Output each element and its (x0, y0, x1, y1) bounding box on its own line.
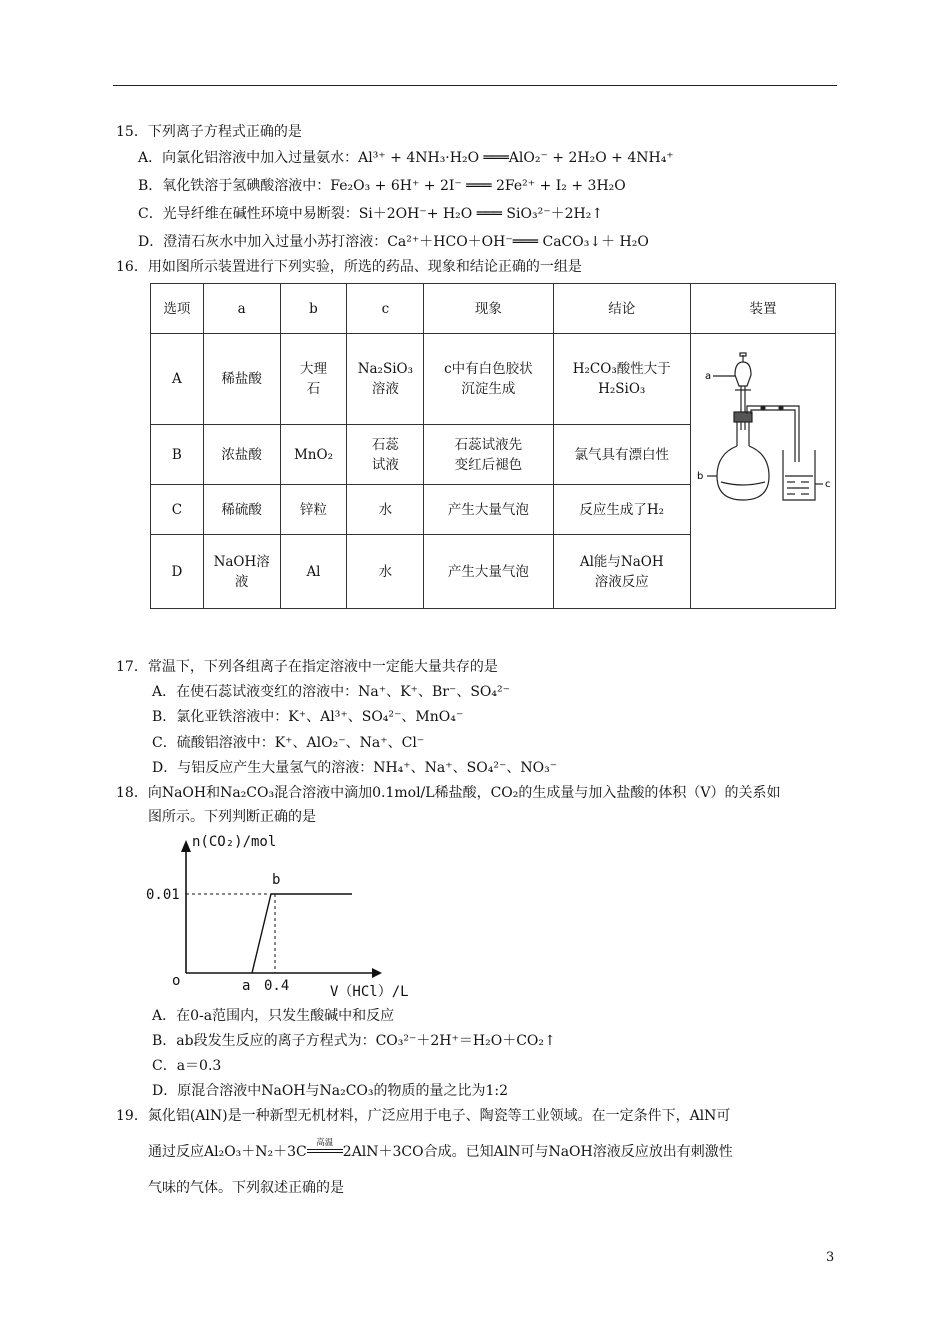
row-b-reagent-c: 石蕊 试液 (347, 425, 424, 485)
apparatus-cell (690, 334, 835, 609)
q18-option-a: A．在0-a范围内，只发生酸碱中和反应 (152, 1008, 395, 1024)
ab-segment (252, 894, 271, 973)
apparatus-label-c: c (824, 479, 831, 490)
row-b-conclusion: 氯气具有漂白性 (553, 425, 690, 485)
graph-ylabel: n(CO₂)/mol (192, 834, 277, 850)
q15-option-c: C．光导纤维在碱性环境中易断裂：Si＋2OH⁻+ H₂O ═══ SiO₃²⁻＋2H₂↑ (138, 206, 604, 222)
row-c-option: C (151, 485, 204, 535)
graph-y-tick: 0.01 (146, 887, 180, 903)
q19-line2-part2: 2AlN＋3CO合成。已知AlN可与NaOH溶液反应放出有刺激性 (342, 1144, 733, 1160)
graph-point-b: b (272, 872, 281, 888)
row-d-reagent-a: NaOH溶 液 (203, 535, 280, 609)
q18-option-b: B．ab段发生反应的离子方程式为：CO₃²⁻＋2H⁺＝H₂O＋CO₂↑ (152, 1033, 556, 1049)
q16-stem: 16．用如图所示装置进行下列实验，所选的药品、现象和结论正确的一组是 (116, 259, 582, 275)
row-a-conclusion: H₂CO₃酸性大于 H₂SiO₃ (553, 334, 690, 425)
q17-option-b: B．氯化亚铁溶液中：K⁺、Al³⁺、SO₄²⁻、MnO₄⁻ (152, 709, 464, 725)
row-a-reagent-b: 大理 石 (280, 334, 347, 425)
table-row (151, 334, 836, 425)
row-d-option: D (151, 535, 204, 609)
q18-stem-line2: 图所示。下列判断正确的是 (148, 809, 316, 825)
page-number: 3 (826, 1250, 835, 1265)
row-b-phenomenon: 石蕊试液先 变红后褪色 (424, 425, 553, 485)
row-d-reagent-c: 水 (347, 535, 424, 609)
table-header-row (151, 284, 836, 334)
q18-option-d: D．原混合溶液中NaOH与Na₂CO₃的物质的量之比为1:2 (152, 1083, 509, 1099)
header-rule (113, 85, 837, 86)
header-phenomenon: 现象 (424, 284, 553, 334)
row-c-reagent-a: 稀硫酸 (203, 485, 280, 535)
apparatus-label-a: a (704, 371, 712, 382)
q19-line3: 气味的气体。下列叙述正确的是 (148, 1180, 344, 1196)
co2-volume-graph (140, 828, 430, 1000)
header-a: a (203, 284, 280, 334)
q18-option-c: C．a＝0.3 (152, 1058, 222, 1074)
q15-stem: 15．下列离子方程式正确的是 (116, 124, 302, 140)
q17-option-d: D．与铝反应产生大量氢气的溶液：NH₄⁺、Na⁺、SO₄²⁻、NO₃⁻ (152, 760, 558, 776)
row-d-phenomenon: 产生大量气泡 (424, 535, 553, 609)
y-axis-arrow (181, 840, 191, 852)
q19-line2 (148, 1138, 733, 1162)
x-axis-arrow (372, 968, 382, 978)
q19-line2-part1: 通过反应Al₂O₃＋N₂＋3C (148, 1144, 307, 1160)
reaction-condition: 高温 (307, 1138, 343, 1148)
graph-origin-label: o (172, 973, 181, 989)
header-b: b (280, 284, 347, 334)
header-apparatus: 装置 (690, 284, 835, 334)
header-conclusion: 结论 (553, 284, 690, 334)
row-a-phenomenon: c中有白色胶状 沉淀生成 (424, 334, 553, 425)
row-c-phenomenon: 产生大量气泡 (424, 485, 553, 535)
row-b-reagent-a: 浓盐酸 (203, 425, 280, 485)
row-a-option: A (151, 334, 204, 425)
graph-point-a: a (242, 978, 251, 994)
experiment-table (150, 283, 836, 609)
row-c-reagent-c: 水 (347, 485, 424, 535)
row-a-reagent-a: 稀盐酸 (203, 334, 280, 425)
apparatus-label-b: b (696, 471, 704, 482)
q19-line1: 19．氮化铝(AlN)是一种新型无机材料，广泛应用于电子、陶瓷等工业领域。在一定条件下，AlN可 (116, 1108, 731, 1124)
graph-x-tick: 0.4 (264, 978, 290, 994)
row-d-reagent-b: Al (280, 535, 347, 609)
row-c-conclusion: 反应生成了H₂ (553, 485, 690, 535)
q15-option-b: B．氧化铁溶于氢碘酸溶液中：Fe₂O₃ + 6H⁺ + 2I⁻ ═══ 2Fe²⁺ + I₂ + 3H₂O (138, 178, 626, 194)
row-c-reagent-b: 锌粒 (280, 485, 347, 535)
q18-stem-line1: 18．向NaOH和Na₂CO₃混合溶液中滴加0.1mol/L稀盐酸，CO₂的生成量与加入盐酸的体积（V）的关系如 (116, 785, 781, 801)
q17-option-c: C．硫酸铝溶液中：K⁺、AlO₂⁻、Na⁺、Cl⁻ (152, 735, 425, 751)
q15-option-a: A．向氯化铝溶液中加入过量氨水：Al³⁺ + 4NH₃·H₂O ═══AlO₂⁻ + 2H₂O + 4NH₄⁺ (138, 150, 674, 166)
row-d-conclusion: Al能与NaOH 溶液反应 (553, 535, 690, 609)
q17-stem: 17．常温下，下列各组离子在指定溶液中一定能大量共存的是 (116, 659, 498, 675)
row-a-reagent-c: Na₂SiO₃ 溶液 (347, 334, 424, 425)
header-option: 选项 (151, 284, 204, 334)
apparatus-diagram (691, 350, 835, 510)
graph-xlabel: V（HCl）/L (330, 984, 409, 1000)
header-c: c (347, 284, 424, 334)
row-b-reagent-b: MnO₂ (280, 425, 347, 485)
row-b-option: B (151, 425, 204, 485)
q15-option-d: D．澄清石灰水中加入过量小苏打溶液：Ca²⁺＋HCO＋OH⁻═══ CaCO₃↓＋ H₂O (138, 234, 649, 250)
q17-option-a: A．在使石蕊试液变红的溶液中：Na⁺、K⁺、Br⁻、SO₄²⁻ (152, 684, 510, 700)
